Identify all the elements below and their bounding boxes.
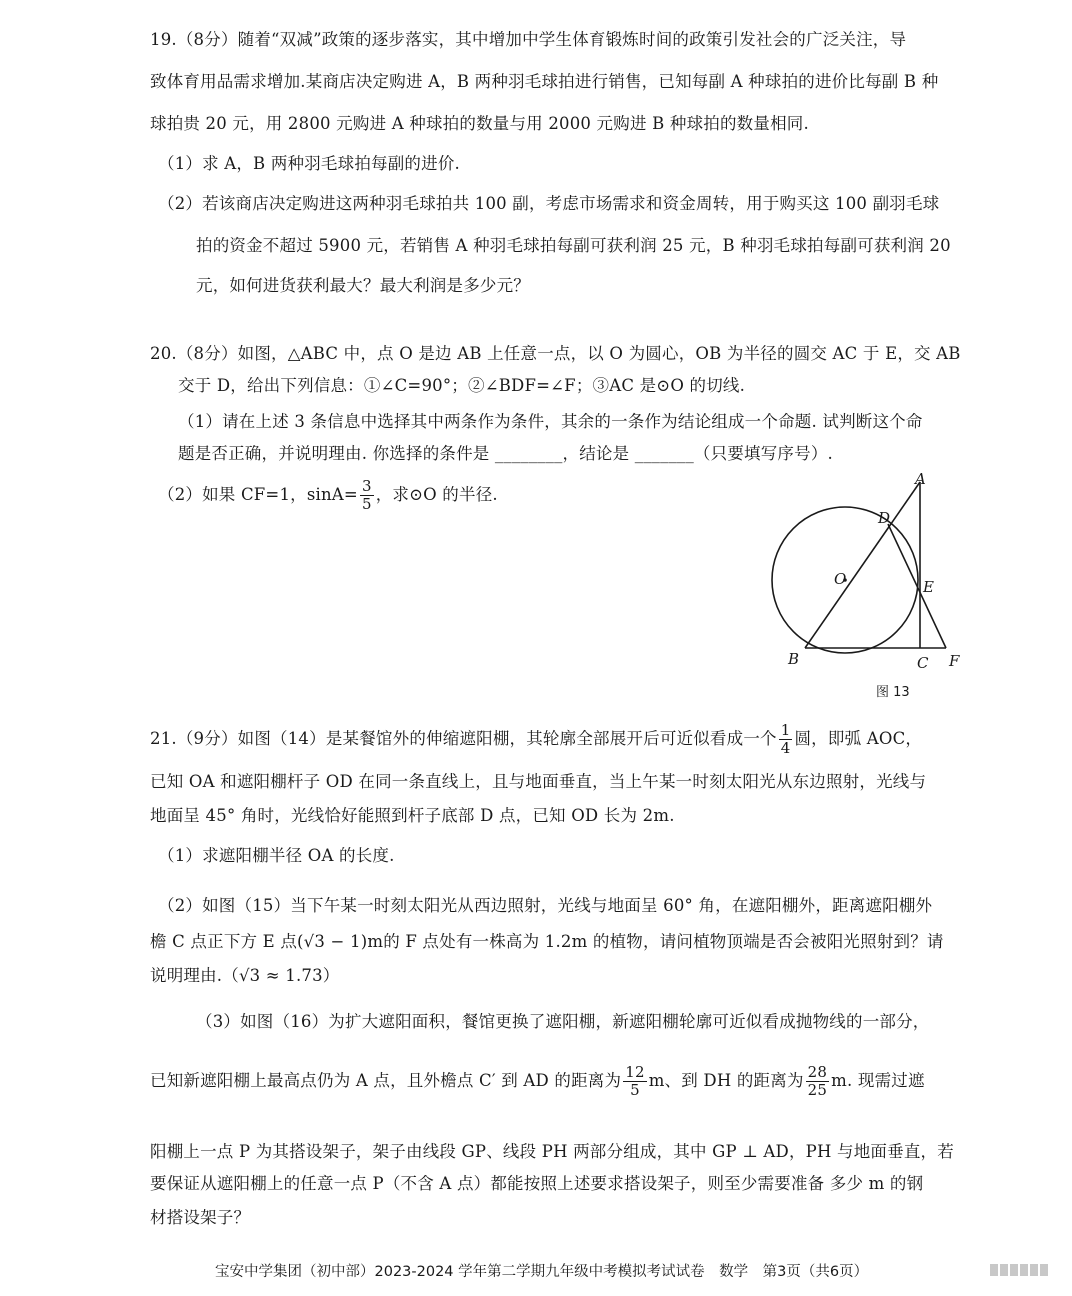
- watermark-bars-icon: [990, 1262, 1050, 1278]
- distance-fraction-12-5: [623, 1064, 647, 1099]
- fraction-denominator: 5: [361, 495, 372, 513]
- q20-part1-line1: （1）请在上述 3 条信息中选择其中两条作为条件，其余的一条作为结论组成一个命题. 试判断这个命: [178, 412, 923, 431]
- q21-line3: 地面呈 45° 角时，光线恰好能照到杆子底部 D 点，已知 OD 长为 2m.: [150, 806, 675, 825]
- fraction-numerator: 1: [780, 721, 791, 739]
- fraction-numerator: 28: [807, 1063, 828, 1081]
- q19-line2: 致体育用品需求增加.某商店决定购进 A，B 两种羽毛球拍进行销售，已知每副 A 种球拍的进价比每副 B 种: [150, 72, 939, 91]
- q21-line1-suffix: 圆，即弧 AOC，: [794, 729, 923, 748]
- q19-part1: （1）求 A，B 两种羽毛球拍每副的进价.: [158, 154, 460, 173]
- distance-fraction-28-25: [806, 1064, 830, 1099]
- fraction-denominator: 25: [807, 1081, 828, 1099]
- q21-line2: 已知 OA 和遮阳棚杆子 OD 在同一条直线上，且与地面垂直，当上午某一时刻太阳光从东边照射，光线与: [150, 772, 927, 791]
- q20-part2: [158, 478, 498, 513]
- label-c: C: [917, 654, 929, 672]
- q21-part1: （1）求遮阳棚半径 OA 的长度.: [158, 846, 395, 865]
- q20-part1-line2: 题是否正确，并说明理由. 你选择的条件是 ________，结论是 _______（只要填写序号）.: [178, 444, 833, 463]
- q21-part3-line2-b: m、到 DH 的距离为: [648, 1071, 804, 1090]
- q20-line1: 20.（8分）如图，△ABC 中，点 O 是边 AB 上任意一点，以 O 为圆心，OB 为半径的圆交 AC 于 E，交 AB: [150, 344, 961, 363]
- q20-line2: 交于 D，给出下列信息：①∠C=90°；②∠BDF=∠F；③AC 是⊙O 的切线.: [178, 376, 746, 395]
- label-f: F: [949, 652, 960, 670]
- q21-part2-line3: 说明理由.（√3 ≈ 1.73）: [150, 966, 340, 985]
- label-b: B: [788, 650, 800, 668]
- fraction-denominator: 5: [630, 1081, 640, 1099]
- q20-part2-prefix: （2）如果 CF=1，sinA=: [158, 485, 358, 504]
- label-a: A: [915, 470, 926, 488]
- label-o: O: [834, 570, 847, 588]
- geometry-figure-13: [760, 468, 1000, 708]
- q21-part2-line2: 檐 C 点正下方 E 点(√3 − 1)m的 F 点处有一株高为 1.2m 的植物，请问植物顶端是否会被阳光照射到？请: [150, 932, 944, 951]
- q21-line1: [150, 722, 922, 757]
- q19-part2-line2: 拍的资金不超过 5900 元，若销售 A 种羽毛球拍每副可获利润 25 元，B 种羽毛球拍每副可获利润 20: [196, 236, 951, 255]
- fraction-numerator: 12: [625, 1063, 645, 1081]
- q21-line1-prefix: 21.（9分）如图（14）是某餐馆外的伸缩遮阳棚，其轮廓全部展开后可近似看成一个: [150, 729, 777, 748]
- q21-part3-line1: （3）如图（16）为扩大遮阳面积，餐馆更换了遮阳棚，新遮阳棚轮廓可近似看成抛物线的一部分，: [196, 1012, 930, 1031]
- figure-13-svg: [760, 468, 1000, 708]
- q19-part2-line1: （2）若该商店决定购进这两种羽毛球拍共 100 副，考虑市场需求和资金周转，用于购买这 100 副羽毛球: [158, 194, 940, 213]
- sin-fraction: [360, 478, 374, 513]
- q19-part2-line3: 元，如何进货获利最大？最大利润是多少元？: [196, 276, 530, 295]
- label-e: E: [923, 578, 934, 596]
- label-d: D: [878, 509, 891, 527]
- figure-caption: 图 13: [876, 685, 910, 700]
- q20-part2-suffix: ，求⊙O 的半径.: [375, 485, 498, 504]
- fraction-denominator: 4: [780, 739, 791, 757]
- q21-part3-line3: 阳棚上一点 P 为其搭设架子，架子由线段 GP、线段 PH 两部分组成，其中 GP ⊥ AD，PH 与地面垂直，若: [150, 1142, 954, 1161]
- q21-part3-line4: 要保证从遮阳棚上的任意一点 P（不含 A 点）都能按照上述要求搭设架子，则至少需要准备 多少 m 的钢: [150, 1174, 924, 1193]
- segment-df: [888, 524, 946, 648]
- fraction-numerator: 3: [361, 477, 372, 495]
- page-footer: 宝安中学集团（初中部）2023-2024 学年第二学期九年级中考模拟考试试卷 数学 第3页（共6页）: [215, 1264, 869, 1280]
- q21-part2-line1: （2）如图（15）当下午某一时刻太阳光从西边照射，光线与地面呈 60° 角，在遮阳棚外，距离遮阳棚外: [158, 896, 933, 915]
- quarter-fraction: [779, 722, 793, 757]
- segment-ab: [805, 482, 920, 648]
- q21-part3-line2: [150, 1064, 925, 1099]
- q19-line3: 球拍贵 20 元，用 2800 元购进 A 种球拍的数量与用 2000 元购进 B 种球拍的数量相同.: [150, 114, 809, 133]
- q21-part3-line2-a: 已知新遮阳棚上最高点仍为 A 点，且外檐点 C′ 到 AD 的距离为: [150, 1071, 622, 1090]
- q21-part3-line5: 材搭设架子？: [150, 1208, 251, 1227]
- q19-line1: 19.（8分）随着“双减”政策的逐步落实，其中增加中学生体育锻炼时间的政策引发社会的广泛关注，导: [150, 30, 907, 49]
- q21-part3-line2-c: m. 现需过遮: [831, 1071, 925, 1090]
